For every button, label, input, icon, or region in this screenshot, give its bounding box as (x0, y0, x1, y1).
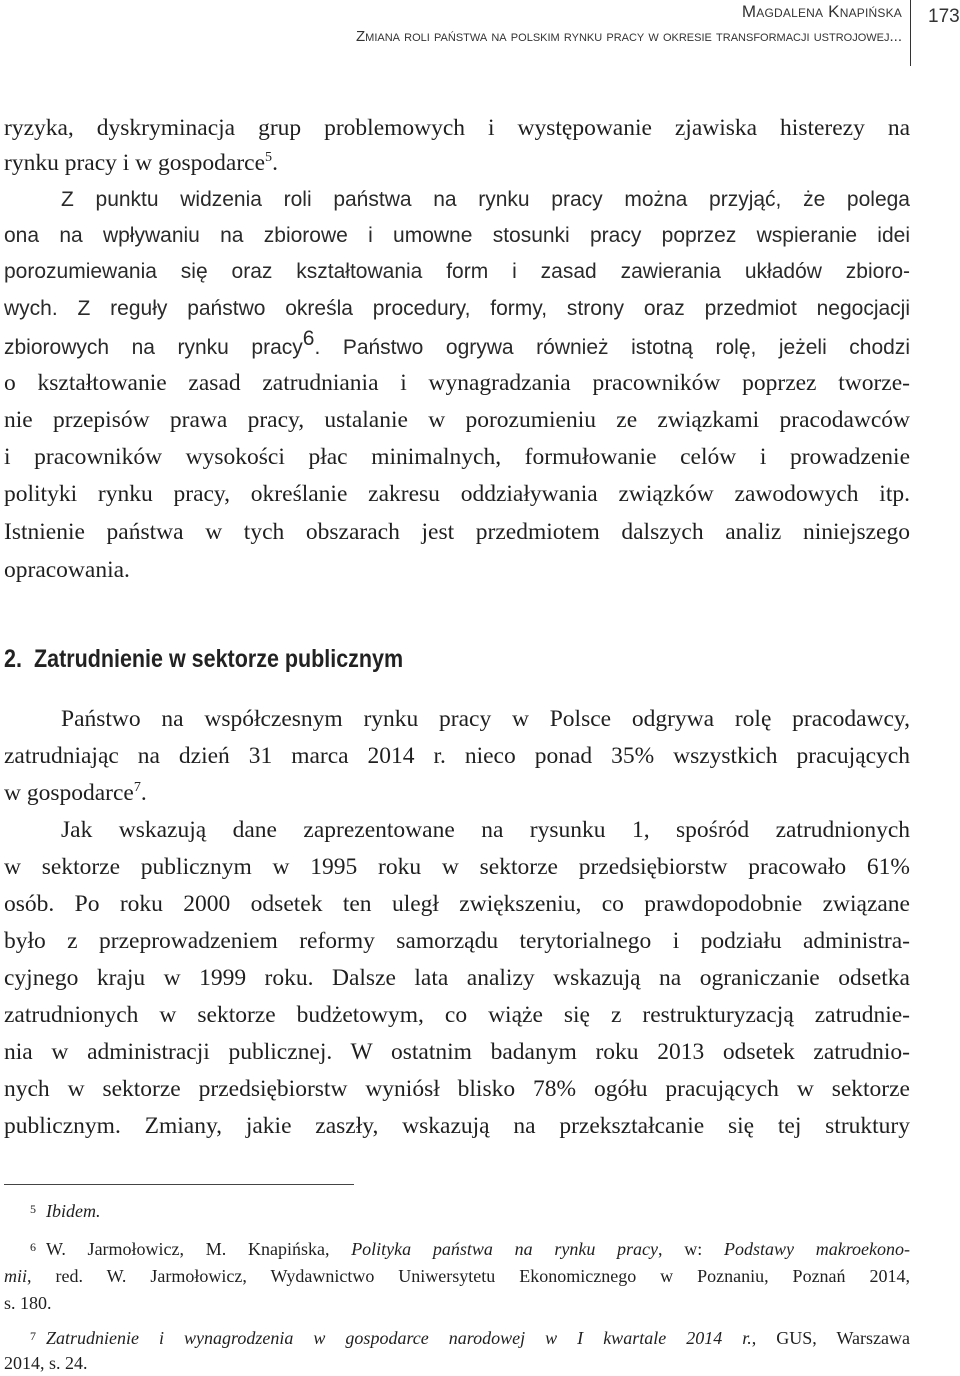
header-divider (910, 0, 911, 66)
body-line: Jak wskazują dane zaprezentowane na rysunku 1, spośród zatrudnionych (61, 817, 910, 843)
body-line: i pracowników wysokości płac minimalnych, formułowanie celów i prowadzenie (4, 444, 910, 470)
body-line: nia w administracji publicznej. W ostatnim badanym roku 2013 odsetek zatrudnio- (4, 1039, 910, 1065)
body-line: wych. Z reguły państwo określa procedury, formy, strony oraz przedmiot negocjacji (4, 297, 910, 320)
section-number: 2. (4, 645, 22, 673)
body-line: osób. Po roku 2000 odsetek ten uległ zwiększeniu, co prawdopodobnie związane (4, 891, 910, 917)
footnote-mark: 6 (30, 1240, 36, 1254)
footnote-ref[interactable]: 5 (265, 149, 273, 166)
footnote-mark: 7 (30, 1329, 36, 1343)
footnote-ref[interactable]: 6 (302, 327, 315, 351)
body-line: zbiorowych na rynku pracy$^6$. Państwo ogrywa również istotną rolę, jeżeli chodzi (4, 327, 910, 359)
footnote-mark: 5 (30, 1202, 36, 1216)
body-line: Państwo na współczesnym rynku pracy w Polsce odgrywa rolę pracodawcy, (61, 706, 910, 732)
body-line: opracowania. (4, 557, 130, 583)
footnote-5: $^5$ Ibidem. (30, 1201, 101, 1221)
body-line: ryzyka, dyskryminacja grup problemowych i występowanie zjawiska histerezy na (4, 115, 910, 141)
section-title: Zatrudnienie w sektorze publicznym (33, 645, 404, 673)
body-line: w gospodarce$^7$. (4, 779, 147, 806)
body-line: cyjnego kraju w 1999 roku. Dalsze lata analizy wskazują na ograniczanie odsetka (4, 965, 910, 991)
body-line: w sektorze publicznym w 1995 roku w sektorze przedsiębiorstw pracowało 61% (4, 854, 910, 880)
body-line: o kształtowanie zasad zatrudniania i wynagradzania pracowników poprzez tworze- (4, 370, 910, 396)
body-line: polityki rynku pracy, określanie zakresu oddziaływania związków zawodowych itp. (4, 481, 910, 507)
running-header-title: Zmiana roli państwa na polskim rynku pracy w okresie transformacji ustrojowej... (356, 28, 902, 45)
page-number: 173 (928, 6, 960, 27)
body-line: ona na wpływaniu na zbiorowe i umowne stosunki pracy poprzez wspieranie idei (4, 224, 910, 247)
footnote-ref[interactable]: 7 (133, 779, 141, 796)
body-line: rynku pracy i w gospodarce$^5$. (4, 149, 278, 176)
body-line: porozumiewania się oraz kształtowania form i zasad zawierania układów zbioro- (4, 260, 910, 283)
footnote-separator (4, 1184, 354, 1185)
section-heading (4, 645, 403, 674)
body-line: Z punktu widzenia roli państwa na rynku pracy można przyjąć, że polega (61, 188, 910, 211)
body-line: Istnienie państwa w tych obszarach jest przedmiotem dalszych analiz niniejszego (4, 519, 910, 545)
body-line: nie przepisów prawa pracy, ustalanie w porozumieniu ze związkami pracodawców (4, 407, 910, 433)
body-line: nych w sektorze przedsiębiorstw wyniósł blisko 78% ogółu pracujących w sektorze (4, 1076, 910, 1102)
body-line: było z przeprowadzeniem reformy samorządu terytorialnego i podziału administra- (4, 928, 910, 954)
footnote-6-line: mii, red. W. Jarmołowicz, Wydawnictwo Uniwersytetu Ekonomicznego w Poznaniu, Poznań 2014, (4, 1266, 910, 1286)
body-line: zatrudniając na dzień 31 marca 2014 r. nieco ponad 35% wszystkich pracujących (4, 743, 910, 769)
running-header-author: Magdalena Knapińska (741, 2, 902, 21)
body-line: zatrudnionych w sektorze budżetowym, co wiąże się z restrukturyzacją zatrudnie- (4, 1002, 910, 1028)
footnote-6: $^6$ W. Jarmołowicz, M. Knapińska, Polityka państwa na rynku pracy, w: Podstawy makroekono- (30, 1239, 910, 1259)
footnote-7-line: 2014, s. 24. (4, 1353, 88, 1373)
footnote-7: $^7$ Zatrudnienie i wynagrodzenia w gospodarce narodowej w I kwartale 2014 r., GUS, Warszawa (30, 1328, 910, 1348)
footnote-6-line: s. 180. (4, 1293, 52, 1313)
body-line: publicznym. Zmiany, jakie zaszły, wskazują na przekształcanie się tej struktury (4, 1113, 910, 1139)
